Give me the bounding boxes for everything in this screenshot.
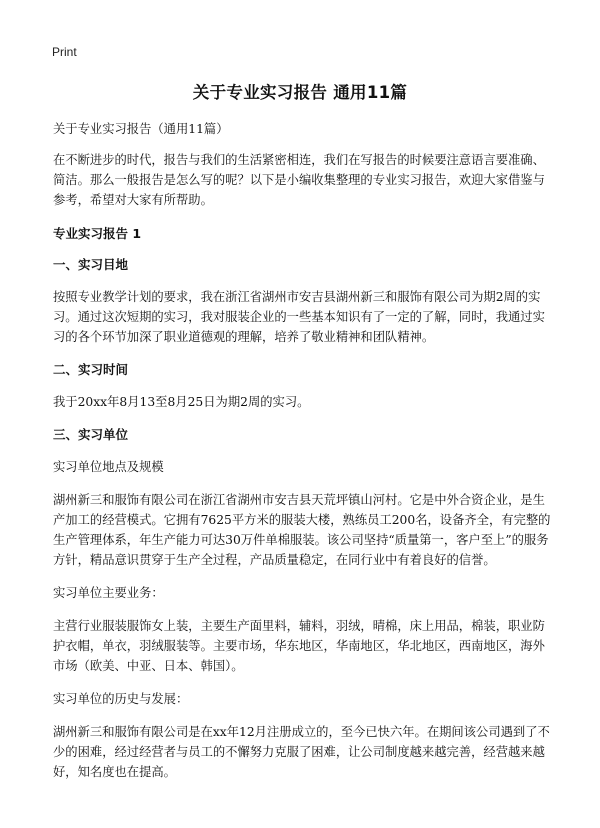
unit-history-label: 实习单位的历史与发展：: [53, 692, 189, 706]
intro-paragraph: 在不断进步的时代，报告与我们的生活紧密相连，我们在写报告的时候要注意语言要准确、简洁。那么一般报告是怎么写的呢？以下是小编收集整理的专业实习报告，欢迎大家借鉴与参考，希望对大家有所帮助。: [53, 153, 545, 207]
document-subtitle: 关于专业实习报告（通用11篇）: [53, 122, 229, 136]
document-body: [53, 119, 553, 795]
purpose-paragraph: 按照专业教学计划的要求，我在浙江省湖州市安吉县湖州新三和服饰有限公司为期2周的实习。通过这次短期的实习，我对服装企业的一些基本知识有了一定的了解，同时，我通过实习的各个环节加深了职业道德观的理解，培养了敬业精神和团队精神。: [53, 290, 545, 344]
time-paragraph: 我于20xx年8月13至8月25日为期2周的实习。: [53, 395, 310, 409]
print-link[interactable]: Print: [52, 45, 77, 59]
unit-location-label: 实习单位地点及规模: [53, 460, 164, 474]
page-title: 关于专业实习报告 通用11篇: [192, 83, 408, 102]
report-heading: 专业实习报告 1: [53, 226, 142, 241]
unit-history-paragraph: 湖州新三和服饰有限公司是在xx年12月注册成立的，至今已快六年。在期间该公司遇到了不少的困难，经过经营者与员工的不懈努力克服了困难，让公司制度越来越完善，经营越来越好，知名度也在提高。: [53, 725, 550, 779]
unit-business-paragraph: 主营行业服装服饰女上装，主要生产面里料，辅料，羽绒，晴棉，床上用品，棉装，职业防护衣帽，单衣，羽绒服装等。主要市场，华东地区，华南地区，华北地区，西南地区，海外市场（欧美、中亚、日本、韩国）。: [53, 619, 545, 673]
section-heading-unit: 三、实习单位: [53, 427, 129, 442]
unit-location-paragraph: 湖州新三和服饰有限公司在浙江省湖州市安吉县天荒坪镇山河村。它是中外合资企业，是生产加工的经营模式。它拥有7625平方米的服装大楼，熟练员工200名，设备齐全，有完整的生产管理体系，年生产能力可达30万件单棉服装。该公司坚持“质量第一，客户至上”的服务方针，精品意识贯穿于生产全过程，产品质量稳定，在同行业中有着良好的信誉。: [53, 493, 551, 567]
section-heading-time: 二、实习时间: [53, 362, 129, 377]
unit-business-label: 实习单位主要业务：: [53, 586, 164, 600]
section-heading-purpose: 一、实习目地: [53, 257, 129, 272]
